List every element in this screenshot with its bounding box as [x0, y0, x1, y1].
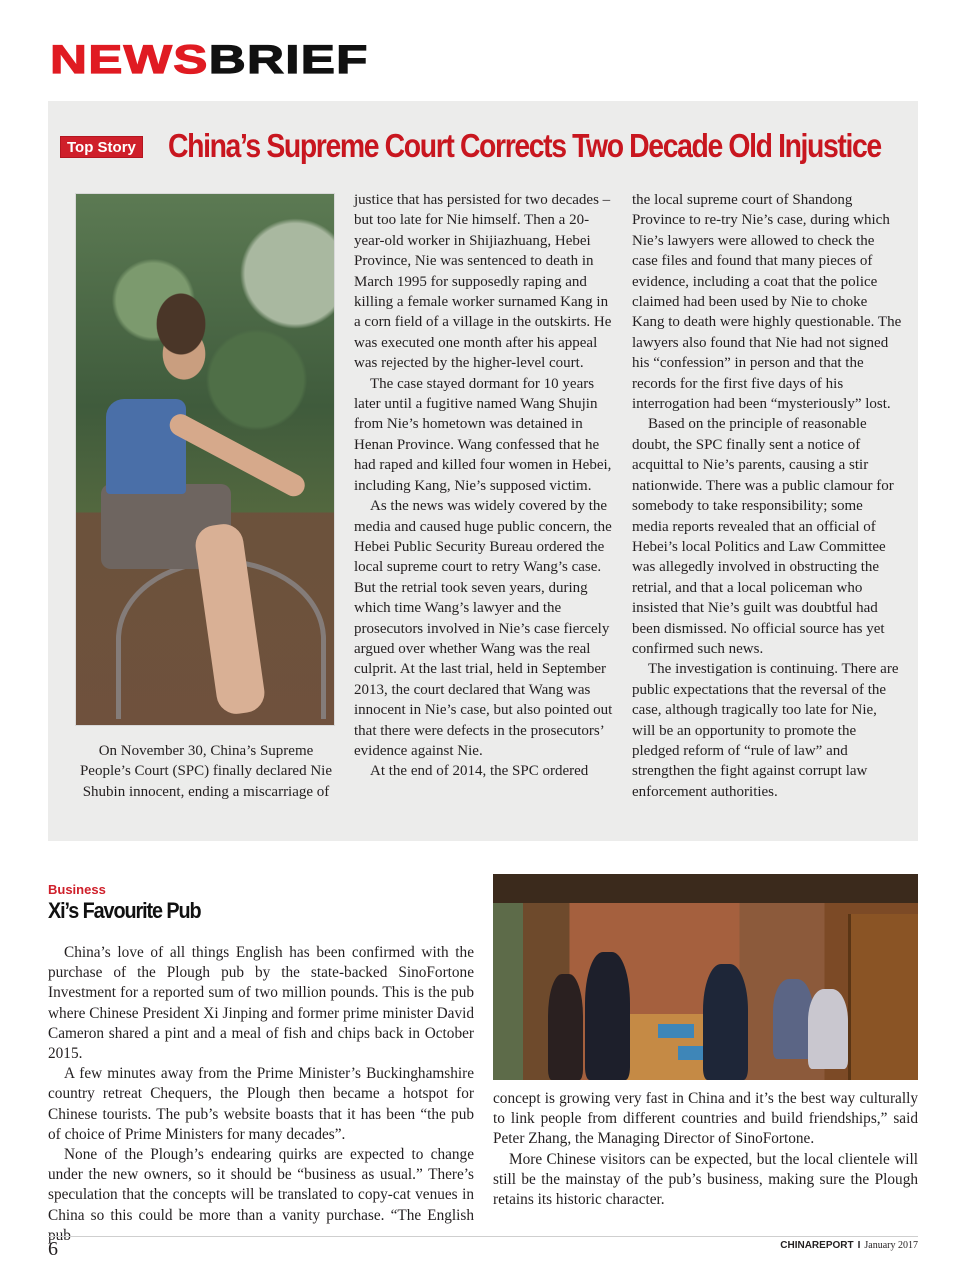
top-story-badge: Top Story [60, 136, 143, 158]
footer-separator: I [857, 1240, 861, 1251]
footer-divider [48, 1236, 918, 1237]
photo-door-shape [848, 914, 918, 1080]
article-paragraph: The case stayed dormant for 10 years later until a fugitive named Wang Shujin from Nie’s hometown was detained in Henan Province. Wang confessed that he had raped and killed four women in Hebei, including Kang, Nie’s supposed victim. [354, 375, 612, 494]
photo-person-shape [585, 952, 630, 1080]
photo-person-shape [773, 979, 813, 1059]
article-paragraph: At the end of 2014, the SPC ordered [370, 763, 589, 780]
business-article-title: Xi’s Favourite Pub [48, 898, 201, 923]
top-story-headline: China’s Supreme Court Corrects Two Decade Old Injustice [168, 127, 881, 164]
issue-date: January 2017 [864, 1240, 918, 1251]
article-paragraph: justice that has persisted for two decades – but too late for Nie himself. Then a 20-year-old worker in Shijiazhuang, Hebei Province, Nie was sentenced to death in March 1995 for supposedly raping and killing a female worker surnamed Kang in a corn field of a village in the outskirts. He was executed one month after his appeal was rejected by the higher-level court. [354, 192, 612, 372]
photo-bar-mat [658, 1024, 694, 1038]
footer-publication-info [780, 1240, 918, 1251]
top-story-lead-paragraph: On November 30, China’s Supreme People’s Court (SPC) finally declared Nie Shubin innocent, ending a miscarriage of [79, 743, 333, 800]
top-story-column-2 [354, 190, 616, 782]
top-story-column-3 [632, 190, 902, 802]
nie-shubin-photo [75, 193, 335, 726]
masthead-logo [50, 40, 369, 80]
plough-pub-photo [493, 874, 918, 1080]
article-paragraph: The investigation is continuing. There are public expectations that the reversal of the case, although tragically too late for Nie, will be an opportunity to promote the pledged reform of “rule of law” and strengthen the fight against corrupt law enforcement authorities. [632, 661, 899, 800]
article-paragraph: None of the Plough’s endearing quirks are expected to change under the new owners, so it should be “business as usual.” There’s speculation that the concepts will be translated to copy-cat venues in China so this could be more than a vanity purchase. “The English pub [48, 1146, 474, 1244]
masthead-news: NEWS [50, 38, 209, 82]
article-paragraph: As the news was widely covered by the media and caused huge public concern, the Hebei Public Security Bureau ordered the local supreme court to retry Wang’s case. But the retrial took seven years, during which time Wang’s lawyer and the prosecutors involved in Nie’s case fiercely argued over whether Wang was the real culprit. At the last trial, held in September 2013, the court declared that Wang was innocent in Nie’s case, but also pointed out that there were defects in the prosecutors’ evidence against Nie. [354, 498, 613, 759]
section-label-business: Business [48, 882, 106, 897]
article-paragraph: the local supreme court of Shandong Province to re-try Nie’s case, during which Nie’s lawyers were allowed to check the case files and found that many pieces of evidence, including a coat that the police claimed had been used by Nie to choke Kang to death were highly questionable. The lawyers also found that Nie had not signed his “confession” in person and that the records for the first five days of his interrogation had been “mysteriously” lost. [632, 192, 902, 413]
business-column-left [48, 943, 474, 1246]
photo-person-shape [808, 989, 848, 1069]
masthead-brief: BRIEF [208, 38, 369, 82]
article-paragraph: Based on the principle of reasonable doubt, the SPC finally sent a notice of acquittal to Nie’s parents, causing a stir nationwide. There was a public clamour for somebody to take responsibility; some media reports revealed that an official of Hebei’s local Politics and Law Committee was allegedly involved in obstructing the retrial, and that a local policeman who insisted that Nie’s guilt was doubtful had been dismissed. No official source has yet confirmed such news. [632, 416, 894, 657]
photo-shirt-shape [106, 399, 186, 494]
article-paragraph: More Chinese visitors can be expected, but the local clientele will still be the mainstay of the pub’s business, making sure the Plough retains its historic character. [493, 1150, 918, 1209]
article-paragraph: China’s love of all things English has been confirmed with the purchase of the Plough pub by the state-backed SinoFortone Investment for a reported sum of two million pounds. This is the pub where Chinese President Xi Jinping and former prime minister David Cameron shared a pint and a meal of fish and chips back in October 2015. [48, 944, 474, 1063]
photo-person-shape [548, 974, 583, 1080]
publication-name: CHINAREPORT [780, 1240, 854, 1251]
article-paragraph: concept is growing very fast in China and it’s the best way culturally to link people from different countries and build friendships,” said Peter Zhang, the Managing Director of SinoFortone. [493, 1090, 918, 1148]
business-column-right [493, 1089, 918, 1210]
photo-person-shape [703, 964, 748, 1080]
page-number: 6 [48, 1238, 58, 1260]
article-paragraph: A few minutes away from the Prime Minister’s Buckinghamshire country retreat Chequers, the Plough then became a hotspot for Chinese tourists. The pub’s website boasts that it has been “the pub of choice of Prime Ministers for many decades”. [48, 1065, 474, 1143]
